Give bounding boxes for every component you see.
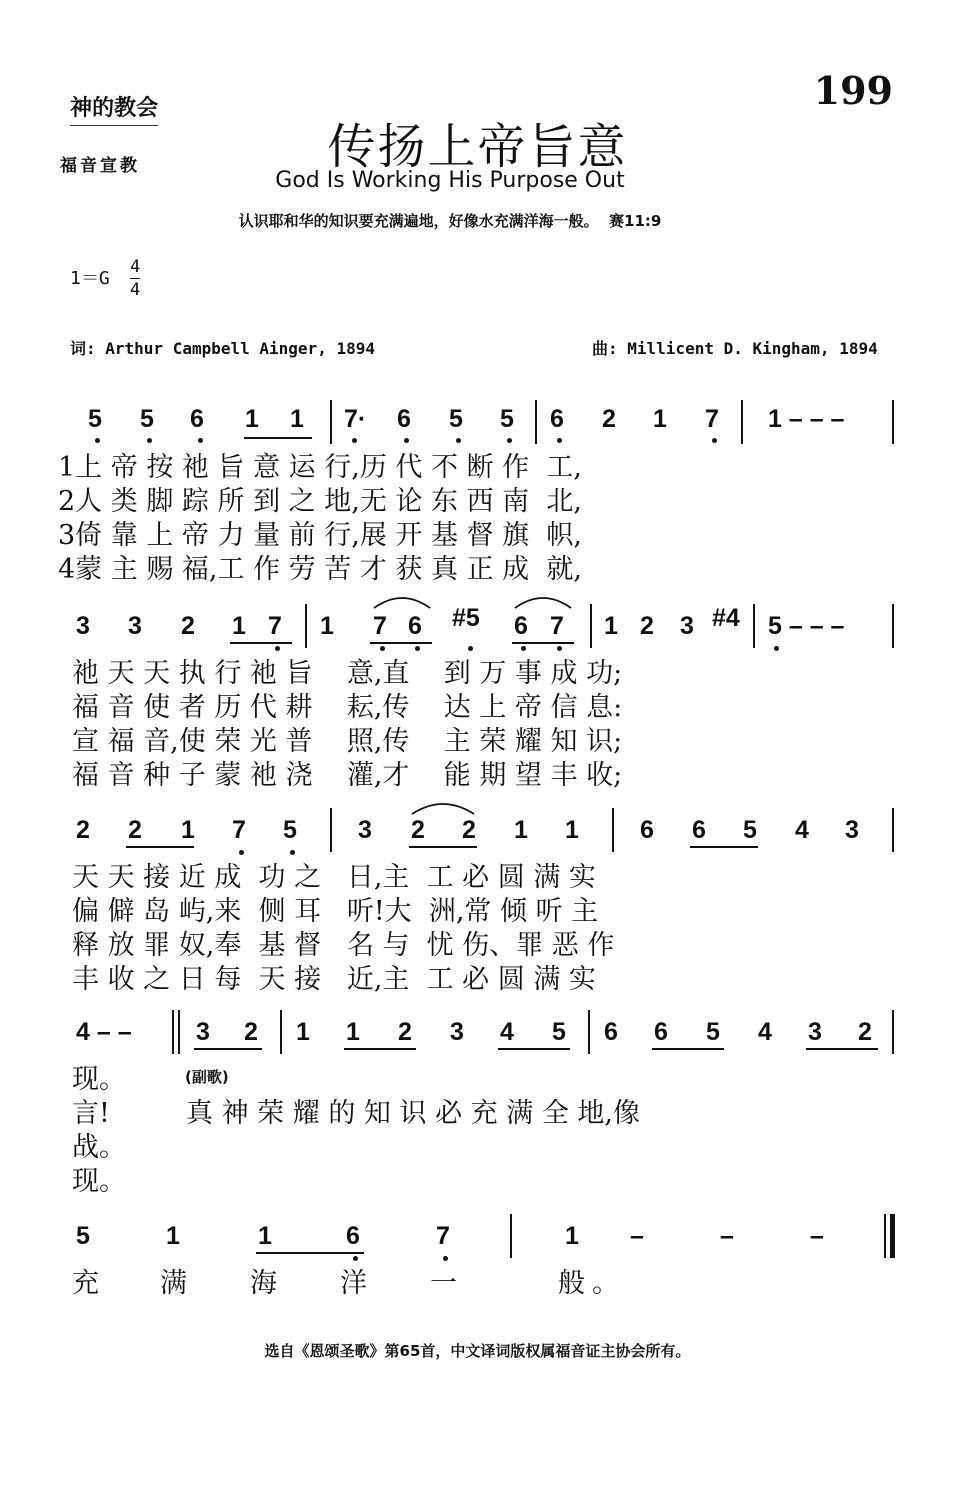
- lyric-line: 4蒙 主 赐 福,工 作 劳 苦 才 获 真 正 成 就,: [58, 554, 582, 585]
- note: 6: [692, 816, 706, 844]
- note: 1: [565, 1222, 579, 1250]
- note: 2: [181, 612, 195, 640]
- note: 2: [462, 816, 476, 844]
- note: 5: [500, 405, 514, 433]
- scripture-verse: 认识耶和华的知识要充满遍地，好像水充满洋海一般。 赛11:9: [238, 212, 662, 230]
- double-barline: [172, 1010, 174, 1054]
- note: 1: [232, 612, 246, 640]
- note: 4 – –: [76, 1018, 132, 1046]
- low-dot: [95, 438, 100, 443]
- note: 1: [604, 612, 618, 640]
- beam: [244, 437, 312, 439]
- note: 5: [552, 1018, 566, 1046]
- double-barline: [178, 1010, 180, 1054]
- beam: [806, 1048, 878, 1050]
- lyric-line: 现。: [72, 1064, 126, 1095]
- note: 5 – – –: [768, 612, 845, 640]
- low-dot: [521, 646, 526, 651]
- beam: [498, 1048, 570, 1050]
- note: 2: [858, 1018, 872, 1046]
- time-top: 4: [130, 257, 141, 277]
- barline: [892, 808, 894, 852]
- barline: [330, 808, 332, 852]
- key-signature: 1＝G: [70, 268, 110, 289]
- note: 2: [76, 816, 90, 844]
- low-dot: [275, 646, 280, 651]
- note: 4: [795, 816, 809, 844]
- note: 7: [232, 816, 246, 844]
- slur: [410, 798, 476, 816]
- lyric-line: 祂 天 天 执 行 祂 旨 意,直 到 万 事 成 功;: [72, 658, 623, 689]
- lyric-line: 2人 类 脚 踪 所 到 之 地,无 论 东 西 南 北,: [58, 486, 582, 517]
- low-dot: [774, 646, 779, 651]
- low-dot: [415, 646, 420, 651]
- note: 3: [680, 612, 694, 640]
- note: 1: [514, 816, 528, 844]
- barline: [753, 604, 755, 648]
- note: 3: [76, 612, 90, 640]
- music-credit: 曲: Millicent D. Kingham, 1894: [592, 339, 878, 358]
- beam: [194, 1048, 262, 1050]
- note: 6: [604, 1018, 618, 1046]
- note: 6: [408, 612, 422, 640]
- low-dot: [239, 850, 244, 855]
- note: 6: [346, 1222, 360, 1250]
- low-dot: [404, 438, 409, 443]
- low-dot: [290, 850, 295, 855]
- slur: [513, 592, 573, 610]
- lyric-line: 1上 帝 按 祂 旨 意 运 行,历 代 不 断 作 工,: [58, 452, 582, 483]
- final-barline: [884, 1214, 886, 1258]
- note: 4: [500, 1018, 514, 1046]
- lyric-char: 一: [430, 1268, 457, 1299]
- note: 3: [845, 816, 859, 844]
- note: 1: [181, 816, 195, 844]
- low-dot: [380, 646, 385, 651]
- title-chinese: 传扬上帝旨意: [327, 119, 628, 175]
- low-dot: [507, 438, 512, 443]
- lyric-char: 洋: [340, 1268, 367, 1299]
- note: 2: [244, 1018, 258, 1046]
- barline: [612, 808, 614, 852]
- church-name: 神的教会: [70, 91, 158, 126]
- note: 6: [190, 405, 204, 433]
- beam: [652, 1048, 724, 1050]
- beam: [409, 846, 477, 848]
- lyric-line: 福 音 种 子 蒙 祂 浇 灌,才 能 期 望 丰 收;: [72, 760, 623, 791]
- barline: [892, 604, 894, 648]
- copyright-footer: 选自《恩颂圣歌》第65首，中文译词版权属福音证主协会所有。: [264, 1342, 691, 1360]
- title-english: God Is Working His Purpose Out: [275, 168, 625, 193]
- lyric-char: 充: [72, 1268, 99, 1299]
- chorus-lyric: 真 神 荣 耀 的 知 识 必 充 满 全 地,像: [186, 1098, 640, 1129]
- lyric-char: 。: [592, 1268, 619, 1299]
- lyric-line: 3倚 靠 上 帝 力 量 前 行,展 开 基 督 旗 帜,: [58, 520, 582, 551]
- low-dot: [712, 438, 717, 443]
- hymn-number: 199: [813, 68, 893, 113]
- note: 5: [449, 405, 463, 433]
- lyric-line: 现。: [72, 1166, 126, 1197]
- note: 1: [346, 1018, 360, 1046]
- note: 6: [550, 405, 564, 433]
- lyric-line: 丰 收 之 日 每 天 接 近,主 工 必 圆 满 实: [72, 964, 596, 995]
- barline: [741, 400, 743, 444]
- hymn-category: 福音宣教: [60, 156, 140, 176]
- lyric-line: 言!: [72, 1098, 110, 1129]
- note: –: [810, 1222, 824, 1250]
- lyric-char: 满: [160, 1268, 187, 1299]
- note: 4: [758, 1018, 772, 1046]
- note: 7·: [344, 405, 367, 433]
- lyric-line: 宣 福 音,使 荣 光 普 照,传 主 荣 耀 知 识;: [72, 726, 623, 757]
- note: 1: [258, 1222, 272, 1250]
- beam: [370, 642, 432, 644]
- note: 1: [290, 405, 304, 433]
- lyric-char: 海: [250, 1268, 277, 1299]
- low-dot: [456, 438, 461, 443]
- lyric-char: 般: [558, 1268, 585, 1299]
- beam: [512, 642, 574, 644]
- note: 6: [397, 405, 411, 433]
- note: 7: [550, 612, 564, 640]
- barline: [280, 1010, 282, 1054]
- note: 7: [373, 612, 387, 640]
- beam: [344, 1048, 416, 1050]
- note: 5: [706, 1018, 720, 1046]
- barline: [305, 604, 307, 648]
- note: #4: [712, 604, 740, 632]
- low-dot: [352, 438, 357, 443]
- note: 1: [565, 816, 579, 844]
- lyric-line: 天 天 接 近 成 功 之 日,主 工 必 圆 满 实: [72, 862, 596, 893]
- note: 2: [128, 816, 142, 844]
- barline: [892, 1010, 894, 1054]
- note: 2: [411, 816, 425, 844]
- note: 5: [140, 405, 154, 433]
- beam: [256, 1252, 364, 1254]
- slur: [372, 592, 432, 610]
- low-dot: [557, 646, 562, 651]
- note: –: [630, 1222, 644, 1250]
- note: 1: [245, 405, 259, 433]
- note: 5: [76, 1222, 90, 1250]
- note: 7: [436, 1222, 450, 1250]
- beam: [230, 642, 292, 644]
- low-dot: [198, 438, 203, 443]
- barline: [510, 1214, 512, 1258]
- note: 3: [196, 1018, 210, 1046]
- time-signature: [130, 256, 140, 301]
- words-credit: 词: Arthur Campbell Ainger, 1894: [70, 339, 375, 358]
- note: 1: [296, 1018, 310, 1046]
- note: 3: [808, 1018, 822, 1046]
- beam: [126, 846, 194, 848]
- note: 2: [398, 1018, 412, 1046]
- note: 6: [640, 816, 654, 844]
- note: #5: [452, 604, 480, 632]
- barline: [588, 1010, 590, 1054]
- final-barline: [890, 1214, 895, 1258]
- note: 5: [88, 405, 102, 433]
- note: 1: [653, 405, 667, 433]
- note: 3: [358, 816, 372, 844]
- low-dot: [557, 438, 562, 443]
- low-dot: [468, 646, 473, 651]
- chorus-label: (副歌): [185, 1068, 229, 1086]
- barline: [330, 400, 332, 444]
- note: 6: [514, 612, 528, 640]
- note: 1 – – –: [768, 405, 845, 433]
- note: 6: [654, 1018, 668, 1046]
- note: 7: [705, 405, 719, 433]
- note: 1: [166, 1222, 180, 1250]
- low-dot: [353, 1256, 358, 1261]
- lyric-line: 释 放 罪 奴,奉 基 督 名 与 忧 伤、罪 恶 作: [72, 930, 615, 961]
- barline: [892, 400, 894, 444]
- note: 5: [283, 816, 297, 844]
- note: 7: [268, 612, 282, 640]
- note: 3: [450, 1018, 464, 1046]
- beam: [690, 846, 758, 848]
- note: 2: [640, 612, 654, 640]
- note: –: [720, 1222, 734, 1250]
- lyric-line: 偏 僻 岛 屿,来 侧 耳 听!大 洲,常 倾 听 主: [72, 896, 599, 927]
- note: 1: [320, 612, 334, 640]
- lyric-line: 福 音 使 者 历 代 耕 耘,传 达 上 帝 信 息:: [72, 692, 623, 723]
- barline: [590, 604, 592, 648]
- note: 2: [602, 405, 616, 433]
- low-dot: [147, 438, 152, 443]
- barline: [535, 400, 537, 444]
- lyric-line: 战。: [72, 1132, 126, 1163]
- note: 3: [128, 612, 142, 640]
- low-dot: [443, 1256, 448, 1261]
- time-bottom: 4: [130, 280, 141, 300]
- note: 5: [743, 816, 757, 844]
